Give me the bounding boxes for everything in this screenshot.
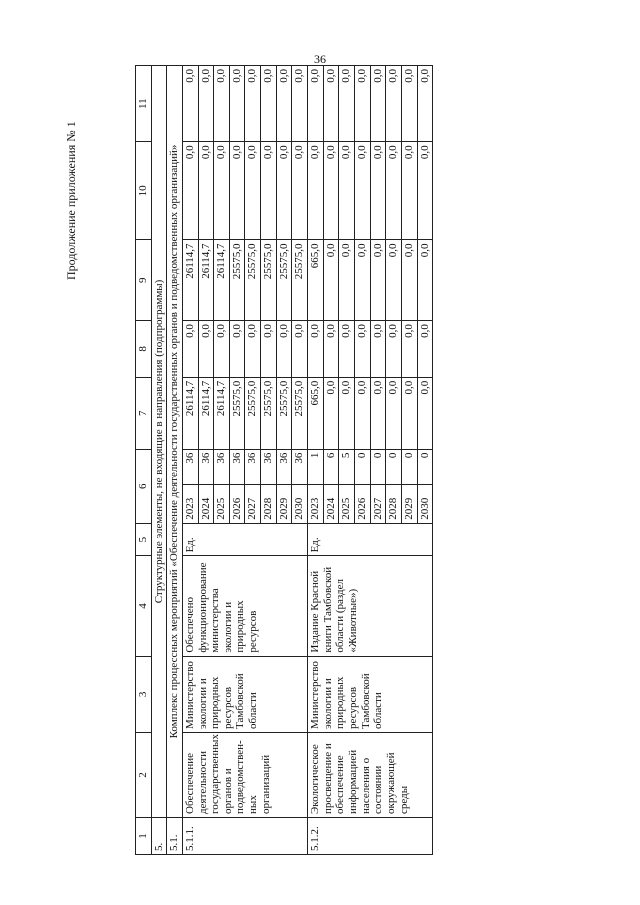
header-cell-5: 5 <box>136 523 152 556</box>
continuation-header: Продолжение приложения № 1 <box>64 121 78 280</box>
measure-result: Издание Красной книги Тамбовской области (раздел «Животные») <box>308 556 433 656</box>
value-cell-c8: 0,0 <box>370 321 386 378</box>
value-cell-c6: 36 <box>276 449 292 484</box>
year-cell: 2027 <box>370 484 386 523</box>
complex-title: Комплекс процессных мероприятий «Обеспечение деятельности государственных органов и подведомственных организаций» <box>167 66 183 818</box>
value-cell-c10: 0,0 <box>198 142 214 240</box>
year-cell: 2028 <box>386 484 402 523</box>
header-cell-9: 9 <box>136 240 152 321</box>
value-cell-c10: 0,0 <box>339 142 355 240</box>
measure-executor: Министерство экологии и природных ресурсов Тамбовской области <box>308 656 433 732</box>
value-cell-c11: 0,0 <box>292 66 308 142</box>
value-cell-c7: 0,0 <box>323 377 339 449</box>
complex-code: 5.1. <box>167 817 183 854</box>
year-cell: 2029 <box>276 484 292 523</box>
value-cell-c10: 0,0 <box>245 142 261 240</box>
value-cell-c7: 25575,0 <box>245 377 261 449</box>
value-cell-c9: 0,0 <box>339 240 355 321</box>
table-row <box>182 66 198 855</box>
value-cell-c9: 25575,0 <box>276 240 292 321</box>
value-cell-c11: 0,0 <box>401 66 417 142</box>
value-cell-c6: 36 <box>182 449 198 484</box>
value-cell-c10: 0,0 <box>370 142 386 240</box>
value-cell-c10: 0,0 <box>292 142 308 240</box>
value-cell-c6: 5 <box>339 449 355 484</box>
value-cell-c6: 36 <box>245 449 261 484</box>
header-cell-1: 1 <box>136 817 152 854</box>
header-cell-2: 2 <box>136 732 152 817</box>
value-cell-c11: 0,0 <box>308 66 324 142</box>
measure-code: 5.1.1. <box>182 817 307 854</box>
table-body <box>136 66 433 855</box>
value-cell-c8: 0,0 <box>261 321 277 378</box>
year-cell: 2024 <box>323 484 339 523</box>
value-cell-c9: 0,0 <box>354 240 370 321</box>
value-cell-c8: 0,0 <box>276 321 292 378</box>
value-cell-c6: 0 <box>401 449 417 484</box>
value-cell-c7: 25575,0 <box>292 377 308 449</box>
value-cell-c7: 26114,7 <box>182 377 198 449</box>
header-cell-11: 11 <box>136 66 152 142</box>
year-cell: 2023 <box>182 484 198 523</box>
value-cell-c6: 0 <box>354 449 370 484</box>
value-cell-c7: 0,0 <box>370 377 386 449</box>
value-cell-c9: 0,0 <box>401 240 417 321</box>
value-cell-c8: 0,0 <box>182 321 198 378</box>
value-cell-c11: 0,0 <box>198 66 214 142</box>
value-cell-c11: 0,0 <box>354 66 370 142</box>
value-cell-c10: 0,0 <box>261 142 277 240</box>
value-cell-c8: 0,0 <box>323 321 339 378</box>
value-cell-c7: 26114,7 <box>198 377 214 449</box>
measure-unit: Ед. <box>308 523 433 556</box>
value-cell-c10: 0,0 <box>386 142 402 240</box>
year-cell: 2023 <box>308 484 324 523</box>
section-title: Структурные элементы, не входящие в направления (подпрограммы) <box>151 66 167 818</box>
value-cell-c8: 0,0 <box>386 321 402 378</box>
value-cell-c9: 25575,0 <box>245 240 261 321</box>
value-cell-c11: 0,0 <box>386 66 402 142</box>
value-cell-c9: 0,0 <box>370 240 386 321</box>
header-cell-7: 7 <box>136 377 152 449</box>
value-cell-c10: 0,0 <box>401 142 417 240</box>
value-cell-c11: 0,0 <box>245 66 261 142</box>
value-cell-c8: 0,0 <box>354 321 370 378</box>
continuation-header-wrap <box>64 100 76 300</box>
value-cell-c9: 25575,0 <box>292 240 308 321</box>
complex-row <box>167 66 183 855</box>
value-cell-c11: 0,0 <box>323 66 339 142</box>
value-cell-c7: 0,0 <box>417 377 433 449</box>
value-cell-c6: 0 <box>370 449 386 484</box>
header-cell-8: 8 <box>136 321 152 378</box>
year-cell: 2025 <box>214 484 230 523</box>
year-cell: 2025 <box>339 484 355 523</box>
value-cell-c10: 0,0 <box>417 142 433 240</box>
value-cell-c7: 0,0 <box>386 377 402 449</box>
page-number: 36 <box>314 52 326 66</box>
value-cell-c9: 0,0 <box>417 240 433 321</box>
value-cell-c11: 0,0 <box>182 66 198 142</box>
value-cell-c10: 0,0 <box>182 142 198 240</box>
value-cell-c7: 0,0 <box>354 377 370 449</box>
value-cell-c6: 36 <box>229 449 245 484</box>
value-cell-c11: 0,0 <box>276 66 292 142</box>
value-cell-c10: 0,0 <box>229 142 245 240</box>
year-cell: 2024 <box>198 484 214 523</box>
measure-name: Обеспечение деятельности государственных органов и подведомствен-ных организаций <box>182 732 307 817</box>
header-cell-4: 4 <box>136 556 152 656</box>
value-cell-c11: 0,0 <box>370 66 386 142</box>
value-cell-c8: 0,0 <box>339 321 355 378</box>
value-cell-c6: 36 <box>261 449 277 484</box>
program-table <box>135 65 433 855</box>
measure-name: Экологическое просвещение и обеспечение информацией населения о состоянии окружающей среды <box>308 732 433 817</box>
year-cell: 2026 <box>354 484 370 523</box>
value-cell-c9: 25575,0 <box>229 240 245 321</box>
year-cell: 2026 <box>229 484 245 523</box>
value-cell-c7: 25575,0 <box>229 377 245 449</box>
value-cell-c8: 0,0 <box>308 321 324 378</box>
table-row <box>308 66 324 855</box>
value-cell-c8: 0,0 <box>214 321 230 378</box>
header-cell-3: 3 <box>136 656 152 732</box>
value-cell-c9: 26114,7 <box>182 240 198 321</box>
value-cell-c6: 0 <box>386 449 402 484</box>
year-cell: 2029 <box>401 484 417 523</box>
value-cell-c7: 26114,7 <box>214 377 230 449</box>
value-cell-c6: 6 <box>323 449 339 484</box>
value-cell-c9: 26114,7 <box>198 240 214 321</box>
value-cell-c6: 0 <box>417 449 433 484</box>
value-cell-c6: 1 <box>308 449 324 484</box>
value-cell-c9: 25575,0 <box>261 240 277 321</box>
value-cell-c10: 0,0 <box>323 142 339 240</box>
year-cell: 2030 <box>417 484 433 523</box>
value-cell-c11: 0,0 <box>261 66 277 142</box>
measure-code: 5.1.2. <box>308 817 433 854</box>
value-cell-c7: 25575,0 <box>276 377 292 449</box>
value-cell-c11: 0,0 <box>417 66 433 142</box>
header-cell-10: 10 <box>136 142 152 240</box>
header-cell-6: 6 <box>136 449 152 523</box>
rotated-table-container <box>135 65 555 855</box>
value-cell-c6: 36 <box>198 449 214 484</box>
value-cell-c9: 0,0 <box>386 240 402 321</box>
value-cell-c6: 36 <box>292 449 308 484</box>
value-cell-c8: 0,0 <box>245 321 261 378</box>
measure-result: Обеспечено функционирование министерства экологии и природных ресурсов <box>182 556 307 656</box>
value-cell-c9: 665,0 <box>308 240 324 321</box>
header-row <box>136 66 152 855</box>
value-cell-c10: 0,0 <box>354 142 370 240</box>
measure-executor: Министерство экологии и природных ресурсов Тамбовской области <box>182 656 307 732</box>
value-cell-c9: 0,0 <box>323 240 339 321</box>
value-cell-c8: 0,0 <box>292 321 308 378</box>
value-cell-c10: 0,0 <box>276 142 292 240</box>
value-cell-c8: 0,0 <box>401 321 417 378</box>
value-cell-c8: 0,0 <box>198 321 214 378</box>
value-cell-c7: 665,0 <box>308 377 324 449</box>
year-cell: 2027 <box>245 484 261 523</box>
value-cell-c11: 0,0 <box>229 66 245 142</box>
value-cell-c8: 0,0 <box>417 321 433 378</box>
value-cell-c7: 0,0 <box>339 377 355 449</box>
section-row <box>151 66 167 855</box>
value-cell-c6: 36 <box>214 449 230 484</box>
value-cell-c7: 25575,0 <box>261 377 277 449</box>
year-cell: 2028 <box>261 484 277 523</box>
value-cell-c8: 0,0 <box>229 321 245 378</box>
value-cell-c11: 0,0 <box>339 66 355 142</box>
value-cell-c10: 0,0 <box>214 142 230 240</box>
year-cell: 2030 <box>292 484 308 523</box>
value-cell-c11: 0,0 <box>214 66 230 142</box>
value-cell-c9: 26114,7 <box>214 240 230 321</box>
value-cell-c7: 0,0 <box>401 377 417 449</box>
section-code: 5. <box>151 817 167 854</box>
value-cell-c10: 0,0 <box>308 142 324 240</box>
measure-unit: Ед. <box>182 523 307 556</box>
